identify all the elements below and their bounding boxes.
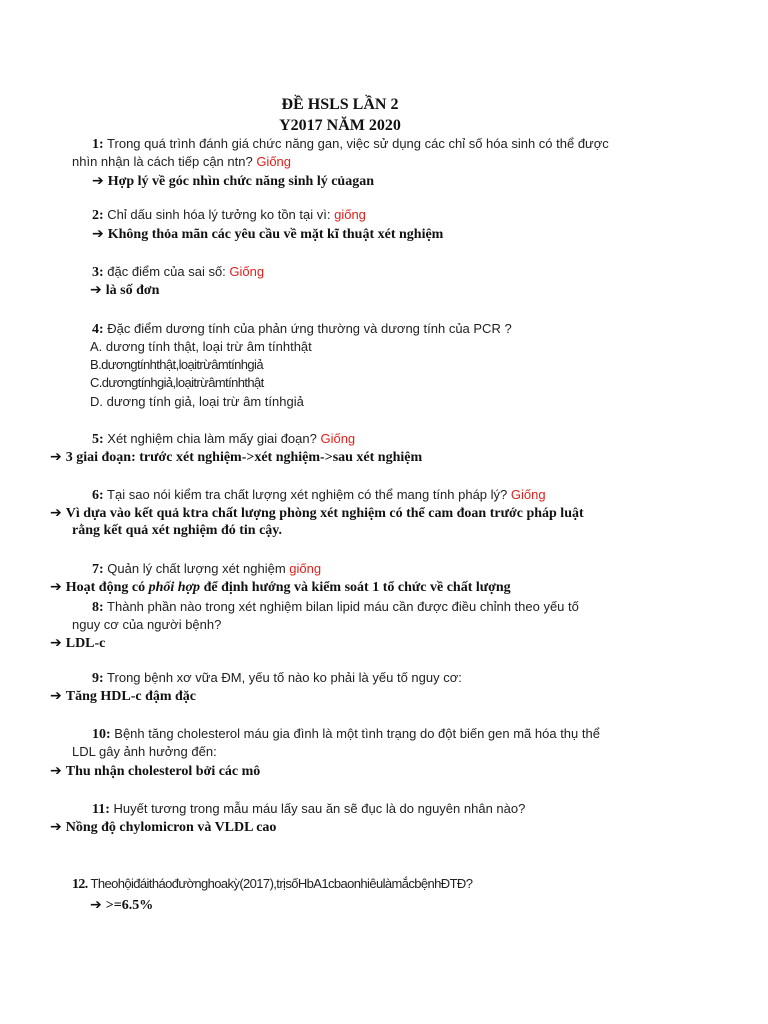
- question-10-cont: LDL gây ảnh hưởng đến:: [72, 744, 217, 759]
- status-tag: Giống: [256, 154, 292, 169]
- question-2: [92, 206, 366, 225]
- arrow-icon: ➔: [50, 635, 62, 651]
- answer-9: [50, 687, 196, 706]
- answer-text: Nồng độ chylomicron và VLDL cao: [65, 820, 277, 835]
- arrow-icon: ➔: [92, 173, 104, 189]
- question-12: [72, 875, 472, 894]
- question-number: 2:: [92, 208, 104, 223]
- answer-text: là số đơn: [105, 283, 160, 298]
- answer-text: >=6.5%: [105, 898, 154, 913]
- question-number: 7:: [92, 562, 104, 577]
- answer-text: LDL-c: [65, 636, 106, 651]
- status-tag: Giống: [320, 431, 356, 446]
- status-tag: giống: [334, 207, 366, 222]
- question-7: [92, 560, 321, 579]
- question-number: 12.: [72, 877, 88, 892]
- question-number: 10:: [92, 727, 111, 742]
- answer-text: Thu nhận cholesterol bởi các mô: [65, 764, 261, 779]
- question-6: [92, 486, 546, 505]
- question-3: [92, 263, 264, 282]
- question-text: Huyết tương trong mẫu máu lấy sau ăn sẽ đục là do nguyên nhân nào?: [109, 801, 526, 816]
- question-text: Trong bệnh xơ vữa ĐM, yếu tố nào ko phải là yếu tố nguy cơ:: [103, 670, 462, 685]
- question-5: [92, 430, 355, 449]
- answer-1: [92, 172, 374, 191]
- question-number: 11:: [92, 802, 110, 817]
- question-text: nhìn nhận là cách tiếp cận ntn?: [72, 154, 257, 169]
- answer-text: Hợp lý về góc nhìn chức năng sinh lý củagan: [107, 174, 375, 189]
- answer-7: [50, 578, 511, 597]
- question-number: 8:: [92, 600, 104, 615]
- status-tag: giống: [289, 561, 322, 576]
- question-9: [92, 669, 462, 688]
- answer-text: Không thỏa mãn các yêu cầu về mặt kĩ thuật xét nghiệm: [107, 227, 444, 242]
- question-text: Xét nghiệm chia làm mấy giai đoạn?: [103, 431, 321, 446]
- option-b: B.dươngtínhthật,loạitrừâmtínhgiả: [90, 357, 263, 372]
- question-text: Thành phần nào trong xét nghiệm bilan lipid máu cần được điều chỉnh theo yếu tố: [103, 599, 579, 614]
- status-tag: Giống: [510, 487, 546, 502]
- answer-2: [92, 225, 443, 244]
- document-title-line2: Y2017 NĂM 2020: [279, 117, 401, 134]
- question-number: 1:: [92, 137, 104, 152]
- option-c: C.dươngtínhgiả,loạitrừâmtínhthật: [90, 375, 264, 390]
- question-10: [92, 725, 600, 744]
- arrow-icon: ➔: [50, 579, 62, 595]
- option-d: D. dương tính giả, loại trừ âm tínhgiả: [90, 394, 304, 409]
- arrow-icon: ➔: [90, 897, 102, 913]
- answer-text-emphasis: phối hợp: [148, 580, 201, 595]
- question-11: [92, 800, 525, 819]
- answer-text: Vì dựa vào kết quả ktra chất lượng phòng xét nghiệm có thể cam đoan trước pháp luật: [65, 506, 584, 521]
- question-text: Trong quá trình đánh giá chức năng gan, việc sử dụng các chỉ số hóa sinh có thể được: [103, 136, 609, 151]
- arrow-icon: ➔: [50, 819, 62, 835]
- arrow-icon: ➔: [92, 226, 104, 242]
- question-number: 3:: [92, 265, 104, 280]
- question-text: Quản lý chất lượng xét nghiệm: [103, 561, 290, 576]
- arrow-icon: ➔: [90, 282, 102, 298]
- question-text: Đặc điểm dương tính của phản ứng thường và dương tính của PCR ?: [103, 321, 512, 336]
- question-number: 5:: [92, 432, 104, 447]
- question-4: [92, 320, 512, 339]
- status-tag: Giống: [229, 264, 265, 279]
- answer-8: [50, 634, 105, 653]
- answer-text: Tăng HDL-c đậm đặc: [65, 689, 197, 704]
- answer-text-post: để định hướng và kiểm soát 1 tổ chức về chất lượng: [200, 580, 511, 595]
- answer-11: [50, 818, 276, 837]
- question-1-cont: [72, 153, 291, 171]
- answer-6-cont: rằng kết quả xét nghiệm đó tin cậy.: [72, 523, 283, 538]
- arrow-icon: ➔: [50, 763, 62, 779]
- arrow-icon: ➔: [50, 449, 62, 465]
- question-8: [92, 598, 579, 617]
- question-number: 9:: [92, 671, 104, 686]
- question-1: [92, 135, 609, 154]
- question-text: đặc điểm của sai số:: [103, 264, 230, 279]
- arrow-icon: ➔: [50, 505, 62, 521]
- answer-text-pre: Hoạt động có: [65, 580, 149, 595]
- answer-10: [50, 762, 260, 781]
- question-8-cont: nguy cơ của người bệnh?: [72, 617, 222, 632]
- question-text: Theohộiđáitháođườnghoakỳ(2017),trịsốHbA1cbaonhiêulàmắcbệnhĐTĐ?: [87, 876, 473, 891]
- answer-12: [90, 896, 153, 915]
- question-number: 6:: [92, 488, 104, 503]
- question-number: 4:: [92, 322, 104, 337]
- option-a: A. dương tính thật, loại trừ âm tínhthật: [90, 339, 312, 354]
- answer-text: 3 giai đoạn: trước xét nghiệm->xét nghiệm->sau xét nghiệm: [65, 450, 423, 465]
- question-text: Bệnh tăng cholesterol máu gia đình là một tình trạng do đột biến gen mã hóa thụ thể: [110, 726, 600, 741]
- answer-6: [50, 504, 584, 523]
- answer-5: [50, 448, 422, 467]
- document-title-line1: ĐỀ HSLS LẦN 2: [281, 96, 399, 113]
- question-text: Chỉ dấu sinh hóa lý tưởng ko tồn tại vì:: [103, 207, 335, 222]
- answer-3: [90, 281, 159, 300]
- arrow-icon: ➔: [50, 688, 62, 704]
- question-text: Tại sao nói kiểm tra chất lượng xét nghiệm có thể mang tính pháp lý?: [103, 487, 511, 502]
